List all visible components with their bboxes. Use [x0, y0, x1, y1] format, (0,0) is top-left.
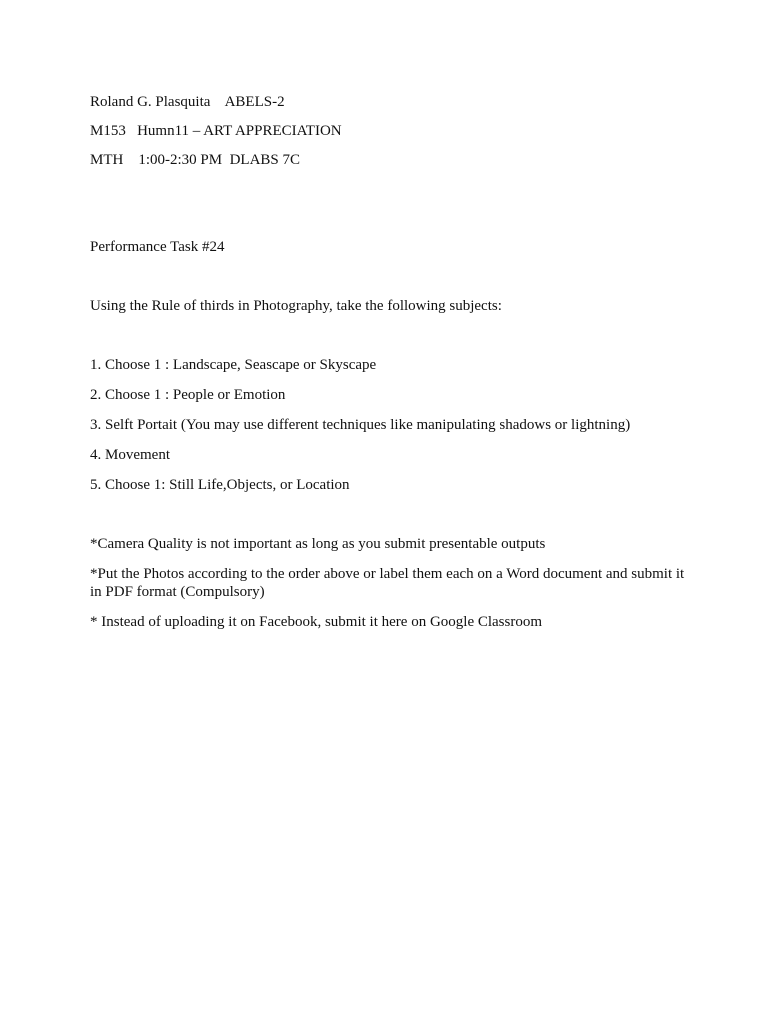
subject-item-2: 2. Choose 1 : People or Emotion	[90, 387, 286, 403]
note-submission-location: * Instead of uploading it on Facebook, submit it here on Google Classroom	[90, 614, 543, 630]
subject-item-3: 3. Selft Portait (You may use different techniques like manipulating shadows or lightning)	[90, 417, 631, 433]
task-title: Performance Task #24	[90, 239, 225, 255]
subject-item-5: 5. Choose 1: Still Life,Objects, or Location	[90, 477, 350, 493]
subject-item-1: 1. Choose 1 : Landscape, Seascape or Skyscape	[90, 357, 377, 373]
schedule-line: MTH 1:00-2:30 PM DLABS 7C	[90, 152, 301, 168]
student-name-line: Roland G. Plasquita ABELS-2	[90, 94, 285, 110]
spacer	[90, 268, 690, 297]
spacer	[90, 180, 690, 238]
spacer	[90, 506, 690, 535]
note-camera-quality: *Camera Quality is not important as long as you submit presentable outputs	[90, 536, 546, 552]
document-content	[90, 93, 690, 643]
task-instructions: Using the Rule of thirds in Photography, take the following subjects:	[90, 298, 502, 314]
course-line: M153 Humn11 – ART APPRECIATION	[90, 123, 342, 139]
subject-item-4: 4. Movement	[90, 447, 170, 463]
spacer	[90, 327, 690, 356]
note-photo-order: *Put the Photos according to the order above or label them each on a Word document and submit it in PDF format (Compulsory)	[90, 566, 685, 600]
